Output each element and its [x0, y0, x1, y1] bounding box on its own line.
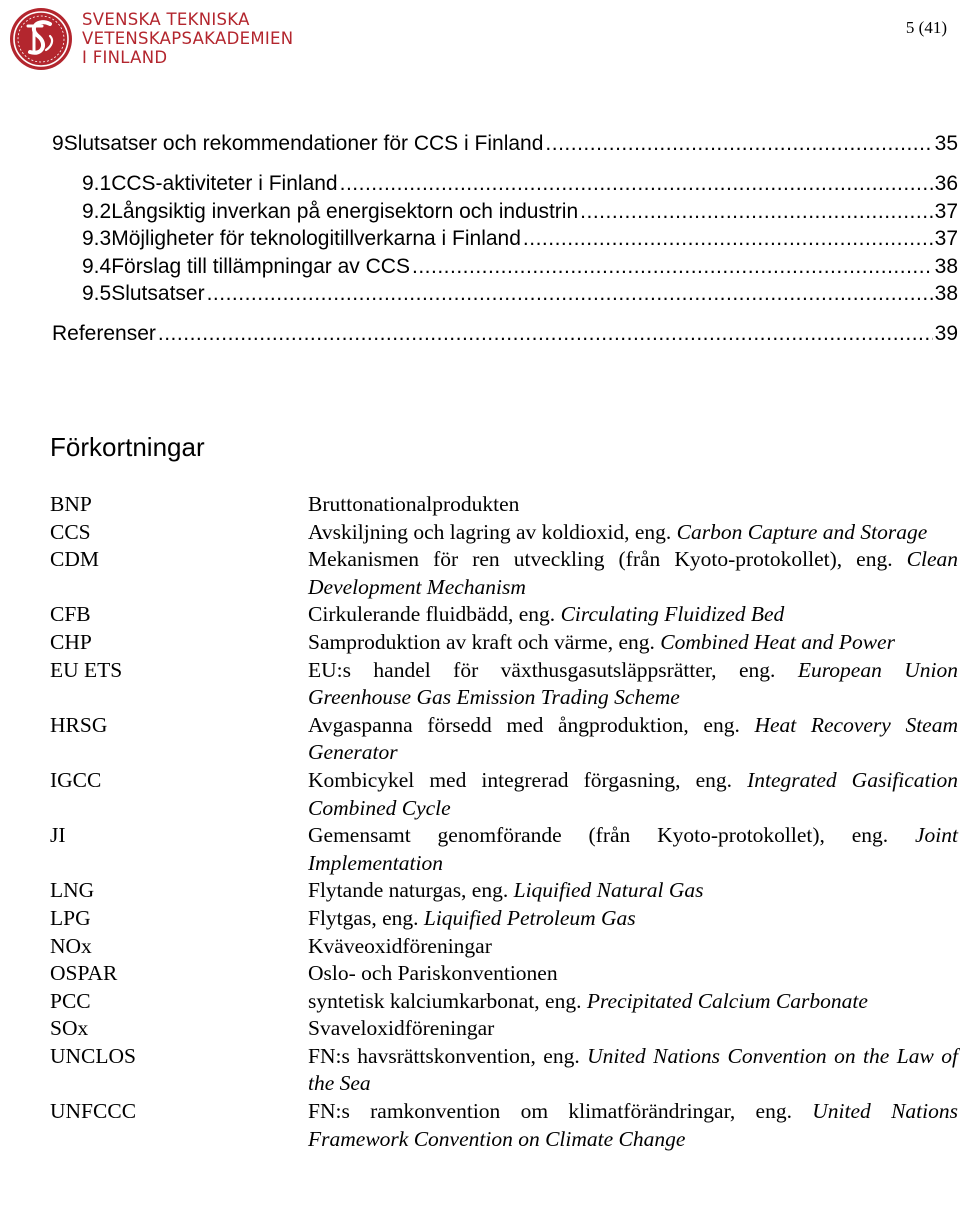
toc-entry[interactable] [52, 200, 958, 228]
abbreviation-row [50, 767, 958, 822]
definition-text: Bruttonationalprodukten [308, 492, 520, 516]
page-number: 5 (41) [905, 18, 947, 37]
english-term: United Nations Framework Convention on Climate Change [308, 1099, 959, 1151]
abbreviations-list [50, 491, 958, 1153]
toc-entry[interactable] [52, 172, 958, 200]
abbreviation-definition [308, 601, 958, 629]
toc-entry-number: 9.2 [82, 199, 112, 223]
toc-entry-page: 35 [934, 132, 958, 155]
abbreviation-term: OSPAR [50, 961, 118, 986]
english-term: European Union Greenhouse Gas Emission Trading Scheme [308, 657, 959, 710]
toc-entry-number: 9.4 [82, 254, 112, 278]
definition-text: EU:s handel för växthusgasutsläppsrätter, eng. [308, 657, 798, 682]
toc-entry-number: 9 [52, 132, 64, 155]
logo-line: SVENSKA TEKNISKA [82, 10, 250, 29]
toc-dot-leader [340, 172, 933, 196]
abbreviation-row [50, 877, 958, 905]
abbreviation-term: HRSG [50, 712, 108, 737]
toc-dot-leader [523, 227, 933, 251]
abbreviation-definition [308, 629, 958, 657]
abbreviation-row [50, 822, 958, 877]
abbreviation-row [50, 546, 958, 601]
english-term: Liquified Natural Gas [513, 878, 704, 903]
toc-dot-leader [412, 255, 933, 279]
abbreviation-term: CDM [50, 547, 99, 572]
abbreviation-definition [308, 1015, 958, 1043]
abbreviation-row [50, 491, 958, 519]
definition-text: Flytgas, eng. [308, 905, 424, 930]
toc-entry[interactable] [52, 282, 958, 310]
english-term: Heat Recovery Steam Generator [308, 712, 958, 765]
abbreviation-row [50, 1043, 958, 1098]
toc-entry-page: 39 [934, 321, 958, 345]
definition-text: FN:s ramkonvention om klimatförändringar, eng. [308, 1099, 813, 1124]
abbreviations-heading: Förkortningar [50, 432, 205, 462]
toc-entry-page: 38 [934, 254, 958, 278]
abbreviation-definition [308, 877, 958, 905]
toc-entry-title: Förslag till tillämpningar av CCS [111, 254, 410, 278]
english-term: Integrated Gasification Combined Cycle [308, 767, 958, 820]
toc-entry-number: 9.1 [82, 172, 112, 195]
toc-entry-title: Slutsatser och rekommendationer för CCS i Finland [63, 132, 544, 155]
english-term: United Nations Convention on the Law of the Sea [308, 1043, 958, 1096]
toc-entry[interactable] [52, 132, 958, 160]
abbreviation-term: CHP [50, 629, 92, 654]
abbreviation-term: SOx [50, 1016, 89, 1041]
toc-entry[interactable] [52, 322, 958, 350]
abbreviation-row [50, 712, 958, 767]
toc-entry-number: 9.5 [82, 282, 112, 305]
toc-entry-page: 37 [934, 199, 958, 223]
toc-entry-title: CCS-aktiviteter i Finland [111, 172, 338, 195]
abbreviation-definition [308, 933, 958, 961]
abbreviation-row [50, 519, 958, 547]
abbreviation-term: CCS [50, 519, 91, 544]
abbreviation-definition [308, 1043, 958, 1098]
abbreviation-row [50, 1098, 958, 1153]
abbreviation-row [50, 988, 958, 1016]
toc-dot-leader [207, 282, 933, 306]
abbreviation-row [50, 657, 958, 712]
english-term: Precipitated Calcium Carbonate [586, 988, 868, 1013]
abbreviation-term: CFB [50, 602, 91, 627]
abbreviation-definition [308, 491, 958, 519]
abbreviation-row [50, 629, 958, 657]
abbreviation-definition [308, 657, 958, 712]
definition-text: Kväveoxidföreningar [308, 933, 492, 958]
toc-entry-title: Långsiktig inverkan på energisektorn och industrin [111, 199, 579, 223]
definition-text: Avgaspanna försedd med ångproduktion, eng. [308, 712, 755, 737]
abbreviation-row [50, 933, 958, 961]
abbreviation-term: IGCC [50, 767, 102, 792]
abbreviation-term: BNP [50, 492, 92, 516]
abbreviation-definition [308, 1098, 958, 1153]
english-term: Circulating Fluidized Bed [560, 602, 785, 627]
toc-entry[interactable] [52, 227, 958, 255]
abbreviation-term: NOx [50, 933, 92, 958]
abbreviation-term: EU ETS [50, 657, 123, 682]
abbreviation-definition [308, 960, 958, 988]
definition-text: Kombicykel med integrerad förgasning, eng. [308, 767, 748, 792]
definition-text: Mekanismen för ren utveckling (från Kyoto-protokollet), eng. [308, 547, 907, 572]
definition-text: Samproduktion av kraft och värme, eng. [308, 629, 661, 654]
abbreviation-definition [308, 822, 958, 877]
definition-text: Flytande naturgas, eng. [308, 878, 514, 903]
abbreviation-row [50, 960, 958, 988]
abbreviation-definition [308, 519, 958, 547]
abbreviation-term: UNCLOS [50, 1043, 137, 1068]
definition-text: Svaveloxidföreningar [308, 1016, 495, 1041]
academy-name [82, 10, 293, 67]
abbreviation-definition [308, 767, 958, 822]
abbreviation-row [50, 1015, 958, 1043]
page-header [0, 0, 960, 80]
logo-line: VETENSKAPSAKADEMIEN [82, 29, 294, 48]
english-term: Joint Implementation [308, 823, 958, 875]
abbreviation-term: LNG [50, 878, 95, 903]
english-term: Liquified Petroleum Gas [423, 905, 636, 930]
abbreviation-row [50, 905, 958, 933]
toc-entry-page: 37 [934, 227, 958, 250]
abbreviation-term: PCC [50, 988, 91, 1013]
definition-text: Oslo- och Pariskonventionen [308, 961, 558, 986]
toc-entry-page: 38 [934, 282, 958, 305]
toc-entry-title: Referenser [52, 321, 156, 345]
toc-entry-title: Möjligheter för teknologitillverkarna i Finland [111, 227, 521, 250]
toc-entry-number: 9.3 [82, 227, 112, 250]
toc-dot-leader [545, 132, 932, 156]
logo-line: I FINLAND [82, 48, 168, 67]
abbreviation-definition [308, 988, 958, 1016]
definition-text: Avskiljning och lagring av koldioxid, eng. [308, 519, 677, 544]
academy-seal-logo [8, 6, 74, 72]
abbreviation-term: JI [50, 823, 66, 848]
table-of-contents [52, 132, 958, 349]
definition-text: FN:s havsrättskonvention, eng. [308, 1043, 588, 1068]
toc-dot-leader [580, 200, 932, 224]
definition-text: syntetisk kalciumkarbonat, eng. [308, 988, 587, 1013]
abbreviation-definition [308, 712, 958, 767]
english-term: Clean Development Mechanism [308, 547, 958, 599]
toc-entry-title: Slutsatser [111, 282, 205, 305]
definition-text: Gemensamt genomförande (från Kyoto-protokollet), eng. [308, 823, 915, 848]
toc-entry-page: 36 [934, 172, 958, 195]
definition-text: Cirkulerande fluidbädd, eng. [308, 602, 561, 627]
abbreviation-definition [308, 546, 958, 601]
abbreviation-definition [308, 905, 958, 933]
english-term: Carbon Capture and Storage [676, 519, 928, 544]
abbreviation-term: LPG [50, 905, 91, 930]
toc-entry[interactable] [52, 255, 958, 283]
abbreviation-term: UNFCCC [50, 1099, 137, 1124]
english-term: Combined Heat and Power [660, 629, 895, 654]
abbreviation-row [50, 601, 958, 629]
toc-dot-leader [158, 322, 933, 346]
